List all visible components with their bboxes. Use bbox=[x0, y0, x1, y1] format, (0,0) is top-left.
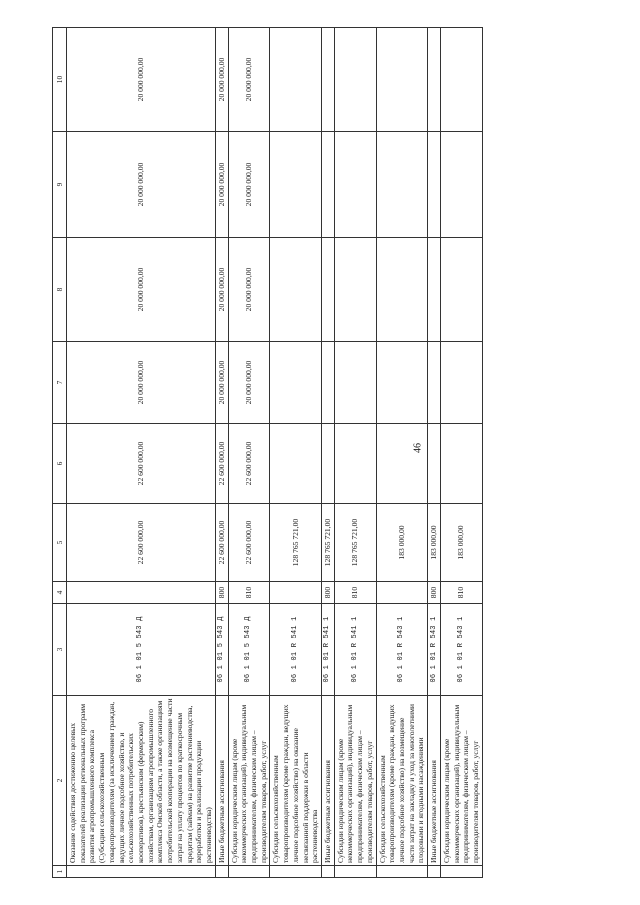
amount-cell bbox=[440, 342, 482, 424]
amount-cell: 128 765 721,00 bbox=[270, 504, 322, 582]
amount-cell bbox=[334, 238, 376, 342]
amount-cell bbox=[428, 132, 441, 238]
description-cell: Субсидии юридическим лицам (кроме некоммерческих организаций), индивидуальным предпринимателям, физическим лицам – производителям товаров, работ, услуг bbox=[334, 696, 376, 866]
amount-cell bbox=[321, 342, 334, 424]
code-cell: 06 1 01 R 541 1 bbox=[321, 604, 334, 696]
table-row bbox=[270, 28, 322, 878]
expense-type-cell bbox=[376, 582, 428, 604]
row-index-cell bbox=[334, 866, 376, 878]
amount-cell bbox=[270, 238, 322, 342]
amount-cell bbox=[428, 28, 441, 132]
amount-cell: 22 600 000,00 bbox=[67, 424, 216, 504]
code-cell: 06 1 01 R 543 1 bbox=[428, 604, 441, 696]
amount-cell: 22 600 000,00 bbox=[67, 504, 216, 582]
code-cell: 06 1 01 R 541 1 bbox=[270, 604, 322, 696]
amount-cell: 128 765 721,00 bbox=[334, 504, 376, 582]
page-number: 46 bbox=[412, 443, 424, 453]
amount-cell bbox=[270, 132, 322, 238]
amount-cell: 20 000 000,00 bbox=[228, 132, 270, 238]
column-number: 4 bbox=[53, 582, 67, 604]
column-number: 8 bbox=[53, 238, 67, 342]
amount-cell bbox=[334, 28, 376, 132]
amount-cell bbox=[270, 424, 322, 504]
amount-cell bbox=[440, 238, 482, 342]
description-cell: Субсидии сельскохозяйственным товаропроизводителям (кроме граждан, ведущих личное подсобное хозяйство) на оказание несвязанной поддержки в области растениеводства bbox=[270, 696, 322, 866]
code-cell: 06 1 01 R 543 1 bbox=[440, 604, 482, 696]
description-cell: Иные бюджетные ассигнования bbox=[215, 696, 228, 866]
description-cell: Субсидии сельскохозяйственным товаропроизводителям (кроме граждан, ведущих личное подсобное хозяйство) на возмещение части затрат на закладку и уход за многолетними плодовыми и ягодными насаждениями bbox=[376, 696, 428, 866]
amount-cell bbox=[376, 342, 428, 424]
description-cell: Иные бюджетные ассигнования bbox=[321, 696, 334, 866]
amount-cell bbox=[334, 132, 376, 238]
amount-cell: 20 000 000,00 bbox=[215, 28, 228, 132]
amount-cell bbox=[270, 342, 322, 424]
amount-cell: 22 600 000,00 bbox=[228, 504, 270, 582]
description-cell: Субсидии юридическим лицам (кроме некоммерческих организаций), индивидуальным предпринимателям, физическим лицам – производителям товаров, работ, услуг bbox=[228, 696, 270, 866]
amount-cell: 183 000,00 bbox=[376, 504, 428, 582]
description-cell: Иные бюджетные ассигнования bbox=[428, 696, 441, 866]
table-row bbox=[440, 28, 482, 878]
row-index-cell bbox=[321, 866, 334, 878]
column-number: 7 bbox=[53, 342, 67, 424]
amount-cell bbox=[321, 238, 334, 342]
amount-cell bbox=[321, 132, 334, 238]
expense-type-cell: 810 bbox=[334, 582, 376, 604]
amount-cell: 20 000 000,00 bbox=[215, 238, 228, 342]
amount-cell: 20 000 000,00 bbox=[215, 132, 228, 238]
table-row bbox=[376, 28, 428, 878]
amount-cell bbox=[376, 238, 428, 342]
amount-cell bbox=[334, 424, 376, 504]
description-cell: Субсидии юридическим лицам (кроме некоммерческих организаций), индивидуальным предпринимателям, физическим лицам – производителям товаров, работ, услуг bbox=[440, 696, 482, 866]
table-row bbox=[215, 28, 228, 878]
amount-cell: 20 000 000,00 bbox=[67, 238, 216, 342]
column-number: 10 bbox=[53, 28, 67, 132]
amount-cell: 20 000 000,00 bbox=[228, 342, 270, 424]
column-number: 1 bbox=[53, 866, 67, 878]
amount-cell bbox=[440, 132, 482, 238]
amount-cell bbox=[376, 28, 428, 132]
row-index-cell bbox=[270, 866, 322, 878]
amount-cell: 183 000,00 bbox=[428, 504, 441, 582]
code-cell: 06 1 01 R 541 1 bbox=[334, 604, 376, 696]
table-row bbox=[321, 28, 334, 878]
amount-cell: 183 000,00 bbox=[440, 504, 482, 582]
row-index-cell bbox=[440, 866, 482, 878]
row-index-cell bbox=[67, 866, 216, 878]
column-number: 3 bbox=[53, 604, 67, 696]
row-index-cell bbox=[428, 866, 441, 878]
code-cell: 06 1 01 R 543 1 bbox=[376, 604, 428, 696]
amount-cell bbox=[376, 424, 428, 504]
amount-cell: 20 000 000,00 bbox=[228, 238, 270, 342]
code-cell: 06 1 01 5 543 Д bbox=[228, 604, 270, 696]
amount-cell bbox=[270, 28, 322, 132]
column-number: 6 bbox=[53, 424, 67, 504]
budget-table bbox=[52, 27, 483, 878]
amount-cell bbox=[428, 342, 441, 424]
amount-cell bbox=[334, 342, 376, 424]
code-cell: 06 1 01 5 543 Д bbox=[215, 604, 228, 696]
table-body bbox=[67, 28, 483, 878]
amount-cell: 22 600 000,00 bbox=[215, 504, 228, 582]
amount-cell: 20 000 000,00 bbox=[67, 342, 216, 424]
amount-cell bbox=[428, 238, 441, 342]
amount-cell: 22 600 000,00 bbox=[228, 424, 270, 504]
table-row bbox=[334, 28, 376, 878]
row-index-cell bbox=[376, 866, 428, 878]
amount-cell: 20 000 000,00 bbox=[67, 28, 216, 132]
column-number: 2 bbox=[53, 696, 67, 866]
amount-cell bbox=[321, 424, 334, 504]
description-cell: Оказание содействия достижению целевых показателей реализации региональных программ развития агропромышленного комплекса (Субсидии сельскохозяйственным товаропроизводителям (за исключением граждан, ведущих личное подсобное хозяйство, и сельскохозяйственных потребительских кооперативов), крестьянским (фермерским) хозяйствам, организациям агропромышленного комплекса Омской области, а также организациям потребительской кооперации на возмещение части затрат на уплату процентов по краткосрочным кредитам (займам) на развитие растениеводства, переработки и реализации продукции растениеводства) bbox=[67, 696, 216, 866]
table-row bbox=[428, 28, 441, 878]
expense-type-cell: 800 bbox=[428, 582, 441, 604]
expense-type-cell: 800 bbox=[215, 582, 228, 604]
amount-cell: 128 765 721,00 bbox=[321, 504, 334, 582]
amount-cell bbox=[428, 424, 441, 504]
amount-cell bbox=[321, 28, 334, 132]
code-cell: 06 1 01 5 543 Д bbox=[67, 604, 216, 696]
rotated-table-container bbox=[52, 28, 632, 878]
expense-type-cell bbox=[67, 582, 216, 604]
column-number: 9 bbox=[53, 132, 67, 238]
column-number-row bbox=[53, 28, 67, 878]
row-index-cell bbox=[215, 866, 228, 878]
amount-cell: 20 000 000,00 bbox=[67, 132, 216, 238]
expense-type-cell: 810 bbox=[228, 582, 270, 604]
amount-cell bbox=[376, 132, 428, 238]
table-row bbox=[67, 28, 216, 878]
row-index-cell bbox=[228, 866, 270, 878]
amount-cell bbox=[440, 28, 482, 132]
table-row bbox=[228, 28, 270, 878]
amount-cell: 20 000 000,00 bbox=[215, 342, 228, 424]
expense-type-cell bbox=[270, 582, 322, 604]
column-number: 5 bbox=[53, 504, 67, 582]
expense-type-cell: 810 bbox=[440, 582, 482, 604]
expense-type-cell: 800 bbox=[321, 582, 334, 604]
amount-cell: 20 000 000,00 bbox=[228, 28, 270, 132]
amount-cell bbox=[440, 424, 482, 504]
amount-cell: 22 600 000,00 bbox=[215, 424, 228, 504]
